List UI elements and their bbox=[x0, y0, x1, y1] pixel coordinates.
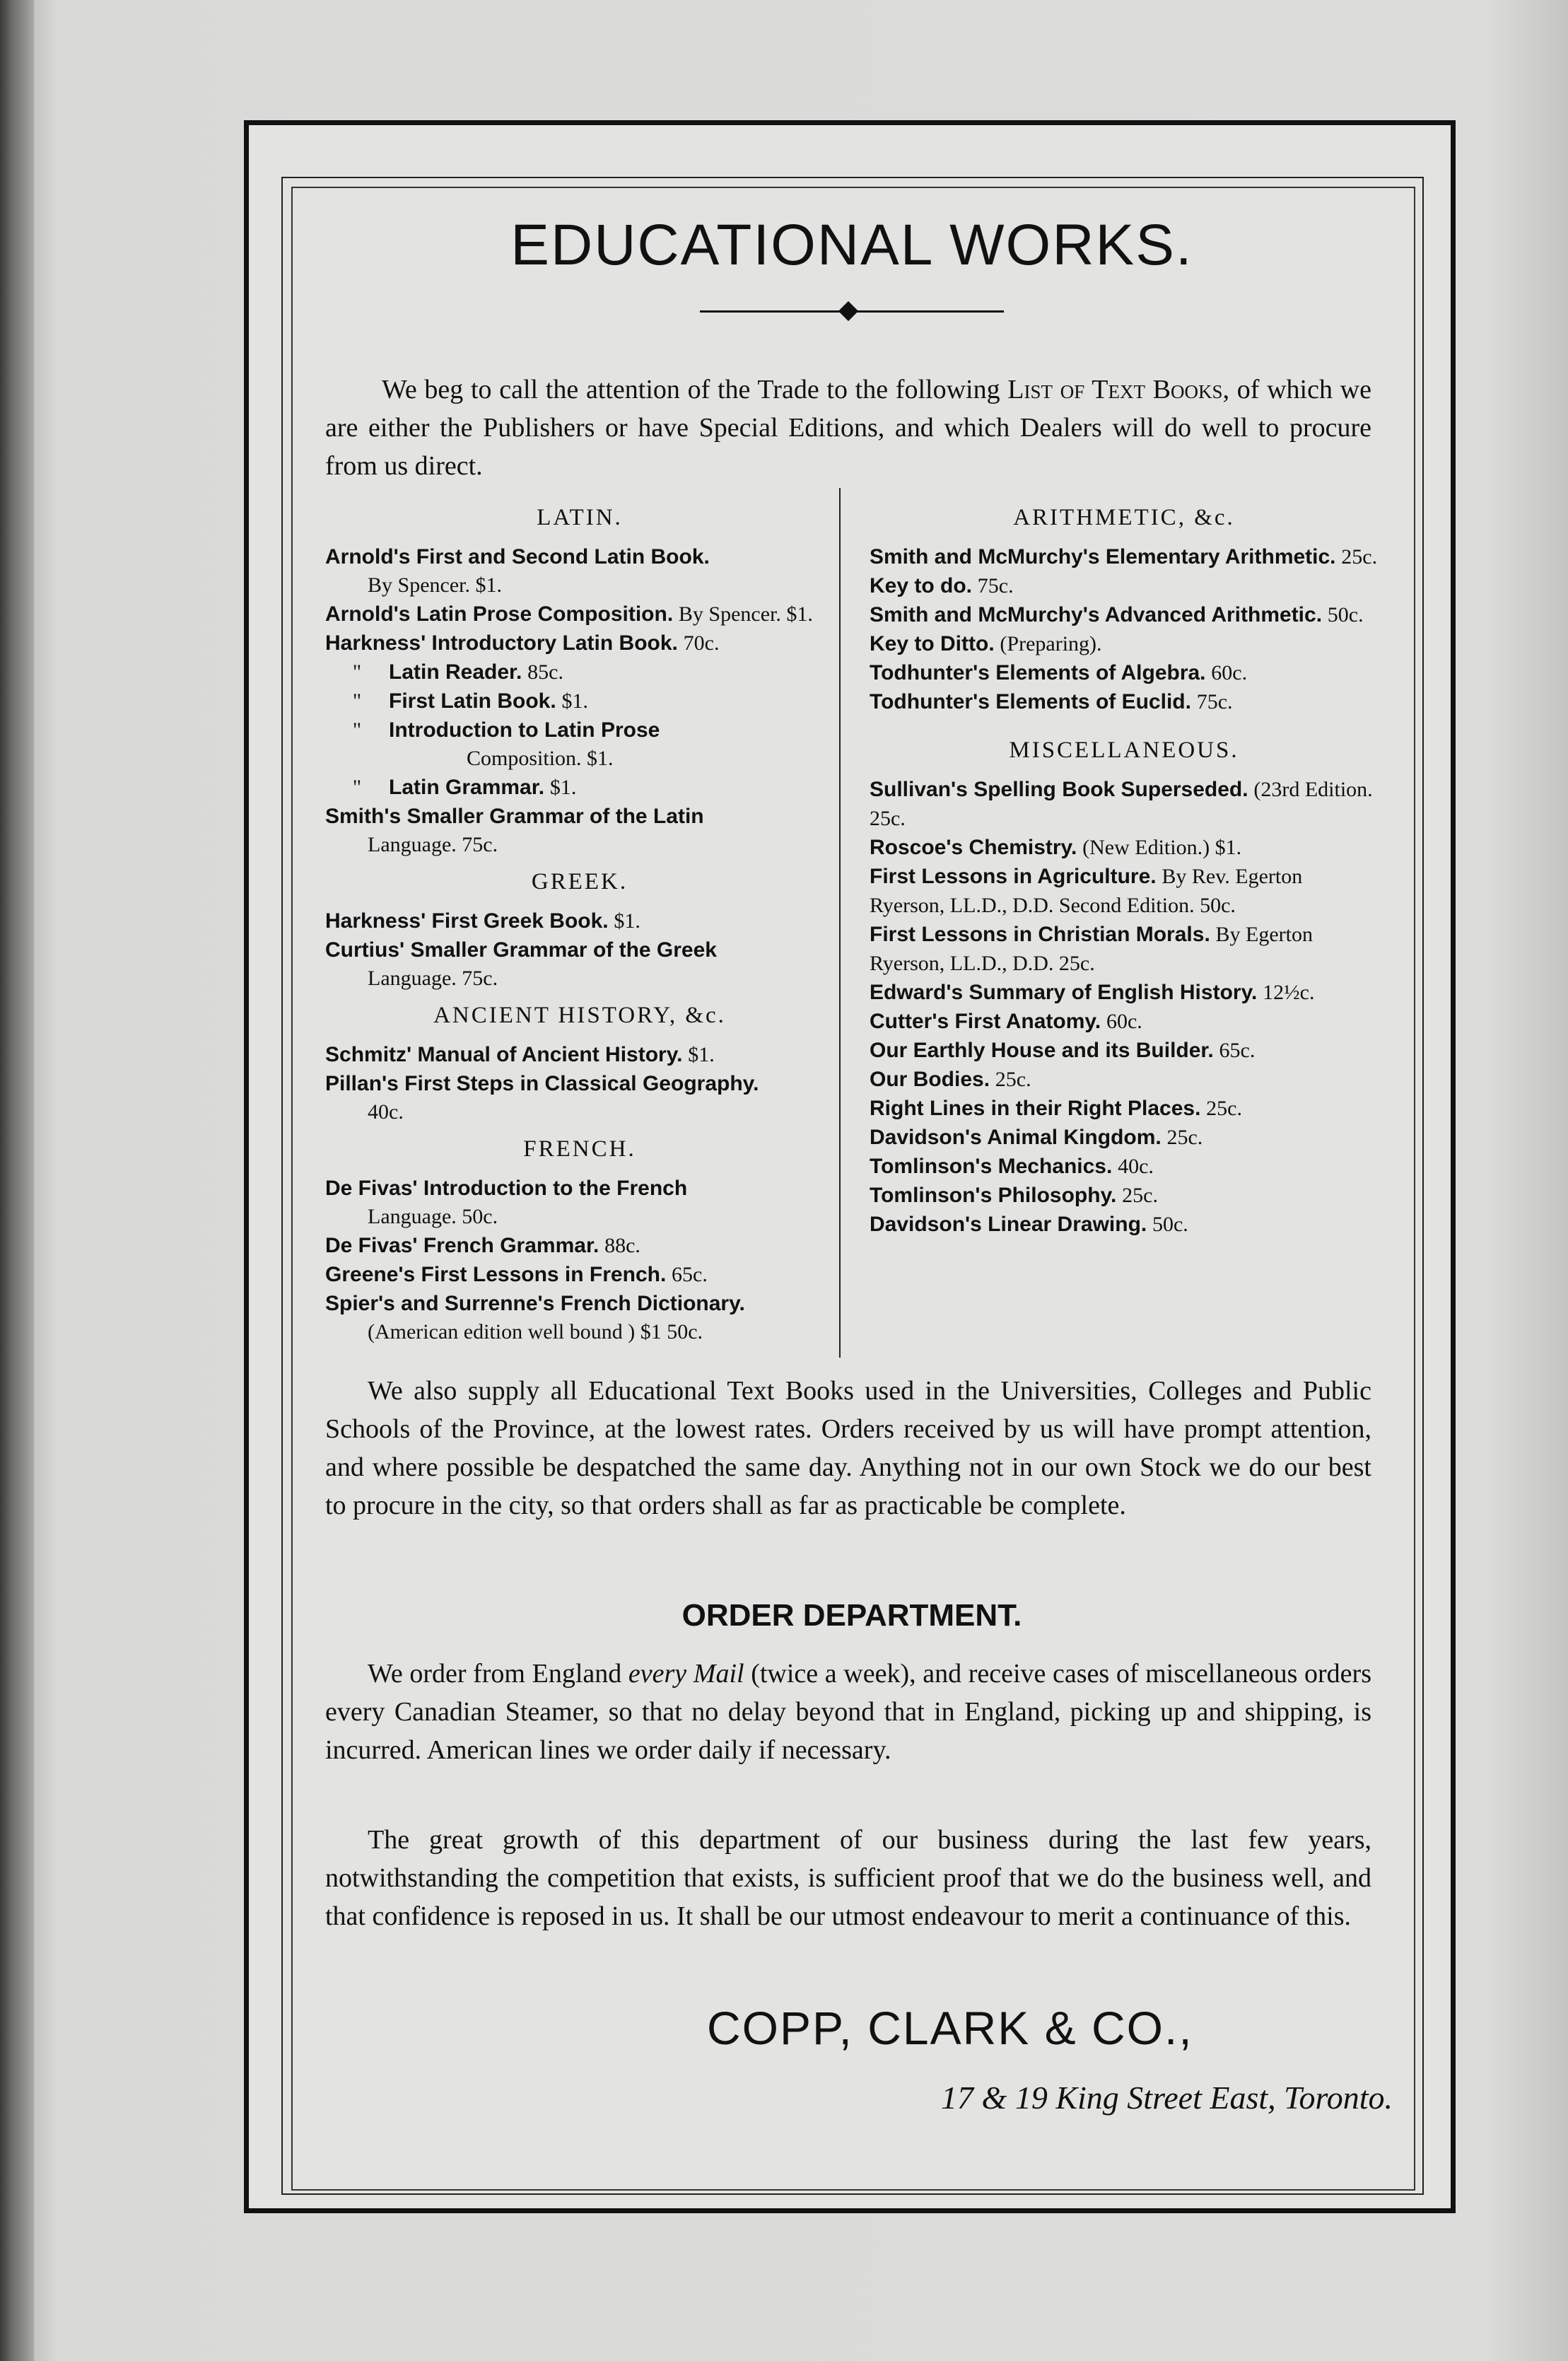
list-item: Arnold's Latin Prose Composition. By Spencer. $1. bbox=[325, 602, 813, 626]
column-divider bbox=[839, 488, 841, 1358]
supply-paragraph: We also supply all Educational Text Books used in the Universities, Colleges and Public Schools of the Province, at the lowest rates. Orders received by us will have prompt attention, and where possible be despatched the same day. Anything not in our own Stock we do our best to procure in the city, so that orders shall as far as practicable be complete. bbox=[325, 1376, 1371, 1520]
list-item: De Fivas' French Grammar. 88c. bbox=[325, 1234, 640, 1257]
list-item: Todhunter's Elements of Algebra. 60c. bbox=[870, 661, 1248, 684]
order-department-heading: ORDER DEPARTMENT. bbox=[681, 1598, 1022, 1633]
section-heading-latin: LATIN. bbox=[537, 505, 623, 530]
list-item: Smith's Smaller Grammar of the Latin Language. 75c. bbox=[325, 805, 704, 856]
firm-address: 17 & 19 King Street East, Toronto. bbox=[941, 2080, 1393, 2116]
list-item: Arnold's First and Second Latin Book. By Spencer. $1. bbox=[325, 545, 710, 597]
list-item: Key to Ditto. (Preparing). bbox=[870, 632, 1102, 655]
section-heading-greek: GREEK. bbox=[531, 869, 628, 894]
list-item: Our Bodies. 25c. bbox=[870, 1068, 1031, 1091]
list-item: Todhunter's Elements of Euclid. 75c. bbox=[870, 690, 1233, 713]
list-item: Sullivan's Spelling Book Superseded. (23rd Edition. 25c. bbox=[870, 778, 1373, 830]
book-spine bbox=[0, 0, 34, 2361]
list-item: Roscoe's Chemistry. (New Edition.) $1. bbox=[870, 836, 1242, 859]
list-item: " Latin Reader. 85c. bbox=[352, 660, 563, 684]
title-ornament-rule bbox=[700, 303, 1004, 320]
list-item: Tomlinson's Mechanics. 40c. bbox=[870, 1155, 1154, 1178]
firm-name: COPP, CLARK & CO., bbox=[707, 2002, 1193, 2054]
list-item: Spier's and Surrenne's French Dictionary. (American edition well bound ) $1 50c. bbox=[325, 1292, 745, 1343]
list-item: " Introduction to Latin Prose Composition. $1. bbox=[352, 718, 660, 770]
list-item: De Fivas' Introduction to the French Language. 50c. bbox=[325, 1177, 688, 1228]
list-item: Greene's First Lessons in French. 65c. bbox=[325, 1263, 708, 1286]
list-item: Key to do. 75c. bbox=[870, 574, 1014, 597]
list-item: Harkness' Introductory Latin Book. 70c. bbox=[325, 631, 720, 655]
list-item: Davidson's Animal Kingdom. 25c. bbox=[870, 1126, 1203, 1149]
section-heading-french: FRENCH. bbox=[523, 1136, 636, 1162]
list-item: Harkness' First Greek Book. $1. bbox=[325, 909, 640, 933]
list-item: First Lessons in Christian Morals. By Egerton Ryerson, LL.D., D.D. 25c. bbox=[870, 923, 1314, 975]
list-item: Edward's Summary of English History. 12½c. bbox=[870, 981, 1315, 1004]
list-item: Schmitz' Manual of Ancient History. $1. bbox=[325, 1043, 715, 1066]
list-item: Our Earthly House and its Builder. 65c. bbox=[870, 1039, 1256, 1062]
left-column bbox=[325, 495, 834, 1346]
right-column bbox=[870, 495, 1379, 1239]
list-item: Davidson's Linear Drawing. 50c. bbox=[870, 1213, 1188, 1236]
list-item: Curtius' Smaller Grammar of the Greek Language. 75c. bbox=[325, 938, 717, 990]
order-paragraph-2: The great growth of this department of our business during the last few years, notwithstanding the competition that exists, is sufficient proof that we do the business well, and that confidence is reposed in us. It shall be our utmost endeavour to merit a continuance of this. bbox=[325, 1825, 1371, 1931]
list-item: First Lessons in Agriculture. By Rev. Egerton Ryerson, LL.D., D.D. Second Edition. 50c. bbox=[870, 865, 1303, 917]
section-heading-miscellaneous: MISCELLANEOUS. bbox=[1009, 738, 1239, 763]
page-title: EDUCATIONAL WORKS. bbox=[510, 213, 1193, 277]
list-item: " Latin Grammar. $1. bbox=[352, 776, 577, 799]
list-item: Smith and McMurchy's Elementary Arithmetic. 25c. bbox=[870, 545, 1378, 569]
intro-paragraph: We beg to call the attention of the Trade to the following List of Text Books, of which we are either the Publishers or have Special Editions, and which Dealers will do well to procure from us direct. bbox=[325, 375, 1371, 481]
list-item: Smith and McMurchy's Advanced Arithmetic. 50c. bbox=[870, 603, 1364, 626]
section-heading-ancient-history: ANCIENT HISTORY, &c. bbox=[433, 1003, 726, 1028]
list-item: " First Latin Book. $1. bbox=[352, 689, 588, 713]
list-item: Pillan's First Steps in Classical Geography. 40c. bbox=[325, 1072, 759, 1124]
section-heading-arithmetic: ARITHMETIC, &c. bbox=[1013, 505, 1235, 530]
list-item: Cutter's First Anatomy. 60c. bbox=[870, 1010, 1142, 1033]
list-item: Right Lines in their Right Places. 25c. bbox=[870, 1097, 1242, 1120]
list-item: Tomlinson's Philosophy. 25c. bbox=[870, 1184, 1158, 1207]
order-paragraph-1: We order from England every Mail (twice a week), and receive cases of miscellaneous orders every Canadian Steamer, so that no delay beyond that in England, picking up and shipping, is incurred. American lines we order daily if necessary. bbox=[325, 1659, 1371, 1765]
